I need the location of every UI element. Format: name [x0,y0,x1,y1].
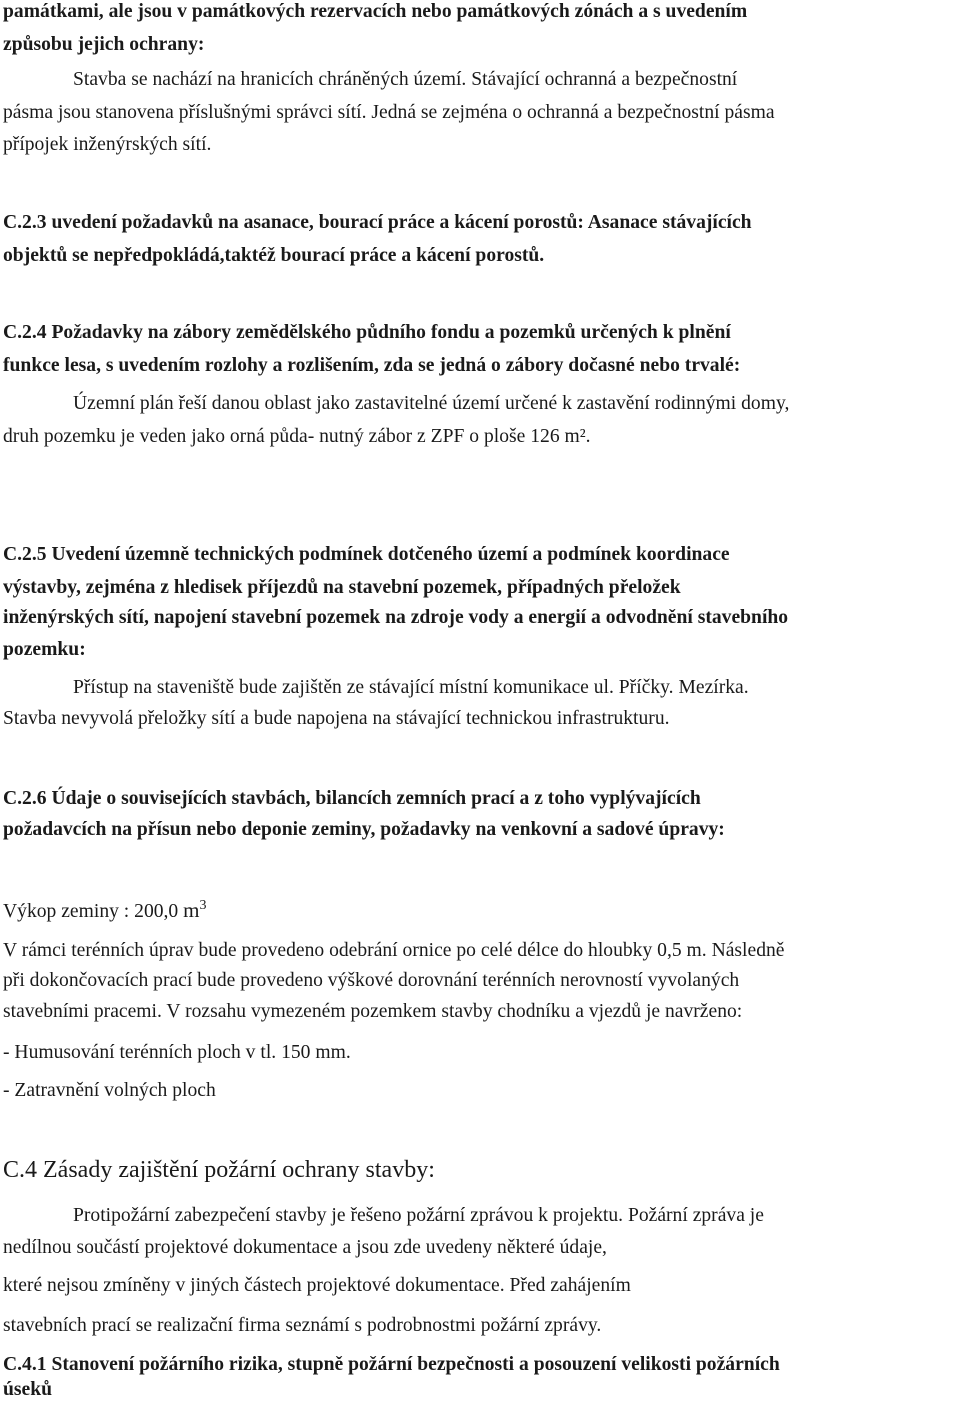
section-c4-heading: C.4 Zásady zajištění požární ochrany stavby: [3,1157,435,1183]
section-c26-para-line-3: stavebními pracemi. V rozsahu vymezeném pozemkem stavby chodníku a vjezdů je navrženo: [3,1001,743,1022]
section-c25-heading-line-2: výstavby, zejména z hledisek příjezdů na stavební pozemek, případných přeložek [3,577,681,598]
section-c25-para-line-1: Přístup na staveniště bude zajištěn ze stávající místní komunikace ul. Příčky. Mezírka. [73,677,749,698]
list-item-grass: - Zatravnění volných ploch [3,1080,216,1101]
intro-line-1: památkami, ale jsou v památkových rezervacích nebo památkových zónách a s uvedením [3,1,748,22]
excavation-volume-exponent: 3 [199,898,207,913]
section-c4-para-line-2: nedílnou součástí projektové dokumentace a jsou zde uvedeny některé údaje, [3,1237,607,1258]
section-c4-para-line-1: Protipožární zabezpečení stavby je řešeno požární zprávou k projektu. Požární zpráva je [73,1205,764,1226]
section-c24-para-line-2: druh pozemku je veden jako orná půda- nutný zábor z ZPF o ploše 126 m². [3,426,591,447]
list-item-humus: - Humusování terénních ploch v tl. 150 mm. [3,1042,351,1063]
section-c23-heading-line-2: objektů se nepředpokládá,taktéž bourací práce a kácení porostů. [3,245,545,266]
section-c26-heading-line-2: požadavcích na přísun nebo deponie zeminy, požadavky na venkovní a sadové úpravy: [3,819,725,840]
intro-para-line-3: přípojek inženýrských sítí. [3,134,212,155]
intro-line-2: způsobu jejich ochrany: [3,34,205,55]
section-c23-heading-line-1: C.2.3 uvedení požadavků na asanace, bourací práce a kácení porostů: Asanace stávajících [3,212,752,233]
section-c25-heading-line-4: pozemku: [3,639,86,660]
section-c26-para-line-1: V rámci terénních úprav bude provedeno odebrání ornice po celé délce do hloubky 0,5 m. Následně [3,940,785,961]
section-c41-heading-line-2: úseků [3,1379,53,1400]
section-c24-heading-line-1: C.2.4 Požadavky na zábory zemědělského půdního fondu a pozemků určených k plnění [3,322,731,343]
section-c25-heading-line-3: inženýrských sítí, napojení stavební pozemek na zdroje vody a energií a odvodnění stavebního [3,607,789,628]
section-c4-para-line-4: stavebních prací se realizační firma seznámí s podrobnostmi požární zprávy. [3,1315,602,1336]
section-c24-heading-line-2: funkce lesa, s uvedením rozlohy a rozlišením, zda se jedná o zábory dočasné nebo trvalé: [3,355,741,376]
excavation-volume [3,898,206,924]
intro-para-line-2: pásma jsou stanovena příslušnými správci sítí. Jedná se zejména o ochranná a bezpečnostní pásma [3,102,775,123]
section-c41-heading-line-1: C.4.1 Stanovení požárního rizika, stupně požární bezpečnosti a posouzení velikosti požárních [3,1354,780,1375]
section-c4-para-line-3: které nejsou zmíněny v jiných částech projektové dokumentace. Před zahájením [3,1275,631,1296]
excavation-volume-unit: m [183,898,200,922]
section-c26-heading-line-1: C.2.6 Údaje o souvisejících stavbách, bilancích zemních prací a z toho vyplývajících [3,788,701,809]
excavation-volume-label: Výkop zeminy : 200,0 [3,901,179,922]
intro-para-line-1: Stavba se nachází na hranicích chráněných území. Stávající ochranná a bezpečnostní [73,69,738,90]
section-c24-para-line-1: Územní plán řeší danou oblast jako zastavitelné území určené k zastavění rodinnými domy, [73,393,790,414]
section-c26-para-line-2: při dokončovacích prací bude provedeno výškové dorovnání terénních nerovností vyvolaných [3,970,740,991]
section-c25-heading-line-1: C.2.5 Uvedení územně technických podmínek dotčeného území a podmínek koordinace [3,544,730,565]
section-c25-para-line-2: Stavba nevyvolá přeložky sítí a bude napojena na stávající technickou infrastrukturu. [3,708,670,729]
